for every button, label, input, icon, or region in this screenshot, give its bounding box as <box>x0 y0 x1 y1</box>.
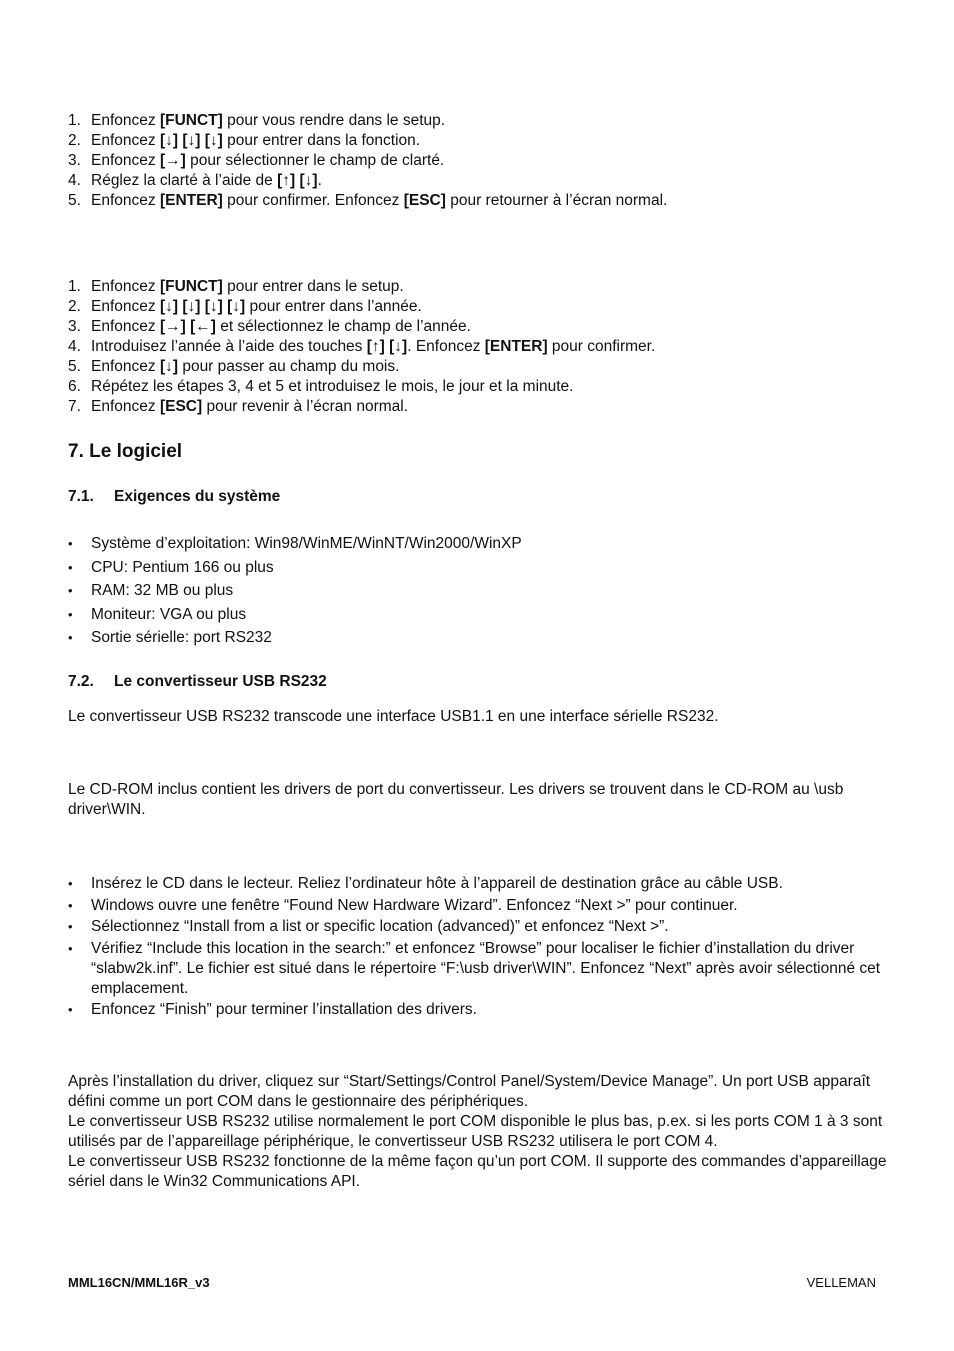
item-text: RAM: 32 MB ou plus <box>91 582 234 599</box>
item-number: 4. <box>68 172 81 189</box>
paragraph: Le convertisseur USB RS232 transcode une interface USB1.1 en une interface sérielle RS232. <box>68 708 719 725</box>
item-number: 2. <box>68 298 81 315</box>
list-item <box>68 917 898 937</box>
list-item <box>68 605 898 629</box>
bullet-icon: • <box>68 897 73 913</box>
bullet-icon: • <box>68 876 73 891</box>
subsection-number: 7.1. <box>68 488 94 505</box>
item-number: 3. <box>68 318 81 335</box>
item-text: Introduisez l’année à l’aide des touches <box>91 338 367 355</box>
item-text: Réglez la clarté à l’aide de <box>91 172 278 189</box>
list-item <box>68 534 898 558</box>
item-text: Répétez les étapes 3, 4 et 5 et introduisez le mois, le jour et la minute. <box>91 378 574 395</box>
item-text: Enfoncez <box>91 278 160 295</box>
paragraph-line: Après l’installation du driver, cliquez sur “Start/Settings/Control Panel/System/Device Manage”. Un port USB apparaît défini comme un port COM dans le gestionnaire des périphériques. <box>68 1073 871 1110</box>
item-text: CPU: Pentium 166 ou plus <box>91 558 274 576</box>
list-item <box>68 939 898 999</box>
item-number: 2. <box>68 132 81 149</box>
list-item <box>68 297 898 317</box>
subsection-heading <box>68 673 327 691</box>
subsection-number: 7.2. <box>68 673 94 690</box>
bullet-icon: • <box>68 583 73 598</box>
item-text: Enfoncez <box>91 398 160 415</box>
bullet-icon: • <box>68 630 73 645</box>
item-text: et sélectionnez le champ de l’année. <box>215 318 471 335</box>
item-text: . Enfoncez <box>407 338 485 355</box>
list-item <box>68 191 898 211</box>
item-text: Enfoncez <box>91 192 160 209</box>
item-text: Moniteur: VGA ou plus <box>91 605 247 623</box>
brightness-steps-list <box>68 111 898 211</box>
list-item <box>68 874 898 894</box>
item-number: 5. <box>68 358 81 375</box>
key-label: [ENTER] <box>484 338 548 355</box>
item-text: pour sélectionner le champ de clarté. <box>185 152 445 169</box>
item-number: 1. <box>68 112 81 129</box>
item-text: Enfoncez <box>91 298 160 315</box>
item-text: pour vous rendre dans le setup. <box>222 112 446 129</box>
subsection-title: Exigences du système <box>114 488 281 505</box>
bullet-icon: • <box>68 940 73 956</box>
key-label: [ESC] <box>403 192 446 209</box>
bullet-icon: • <box>68 606 73 622</box>
bullet-icon: • <box>68 919 73 934</box>
key-label: [ESC] <box>159 398 203 415</box>
item-text: Windows ouvre une fenêtre “Found New Hardware Wizard”. Enfoncez “Next >” pour continuer. <box>91 896 738 914</box>
year-steps-list <box>68 277 898 417</box>
item-text: Insérez le CD dans le lecteur. Reliez l’ordinateur hôte à l’appareil de destination grâce au câble USB. <box>91 875 783 892</box>
key-label: [FUNCT] <box>159 278 223 295</box>
item-text: Sortie sérielle: port RS232 <box>91 629 272 646</box>
list-item <box>68 317 898 337</box>
subsection-heading <box>68 488 280 506</box>
footer-model: MML16CN/MML16R_v3 <box>68 1275 210 1290</box>
item-text: pour passer au champ du mois. <box>178 358 400 375</box>
item-text: Enfoncez <box>91 358 160 375</box>
bullet-icon: • <box>68 1002 73 1017</box>
key-label: [↓] [↓] [↓] [↓] <box>159 298 246 315</box>
key-label: [→] <box>159 152 186 169</box>
item-text: Système d’exploitation: Win98/WinME/WinNT/Win2000/WinXP <box>91 535 522 552</box>
list-item <box>68 131 898 151</box>
key-label: [↑] [↓] <box>277 172 318 189</box>
item-text: pour entrer dans le setup. <box>222 278 404 295</box>
footer-brand: VELLEMAN <box>806 1275 876 1290</box>
list-item <box>68 337 898 357</box>
list-item <box>68 171 898 191</box>
paragraph-line: Le convertisseur USB RS232 fonctionne de la même façon qu’un port COM. Il supporte des commandes d’appareillage sériel dans le Win32 Communications API. <box>68 1153 887 1190</box>
item-text: . <box>317 172 322 189</box>
item-text: Enfoncez <box>91 132 160 149</box>
subsection-title: Le convertisseur USB RS232 <box>114 673 327 690</box>
key-label: [ENTER] <box>159 192 223 209</box>
paragraph-line: Le convertisseur USB RS232 utilise normalement le port COM disponible le plus bas, p.ex. si les ports COM 1 à 3 sont utilisés par de l’appareillage périphérique, le convertisseur USB RS232 utilisera le port COM 4. <box>68 1113 883 1150</box>
key-label: [↓] <box>159 358 179 375</box>
paragraph: Le CD-ROM inclus contient les drivers de port du convertisseur. Les drivers se trouvent dans le CD-ROM au \usb driver\WIN. <box>68 781 844 818</box>
list-item <box>68 1000 898 1020</box>
item-text: pour confirmer. Enfoncez <box>222 192 404 209</box>
item-text: Enfoncez “Finish” pour terminer l’installation des drivers. <box>91 1001 477 1018</box>
item-text: pour retourner à l’écran normal. <box>445 192 668 209</box>
section-heading: 7. Le logiciel <box>68 441 183 462</box>
item-text: pour entrer dans la fonction. <box>222 132 421 149</box>
list-item <box>68 581 898 605</box>
install-steps-list <box>68 874 898 1020</box>
list-item <box>68 151 898 171</box>
item-text: pour revenir à l’écran normal. <box>202 398 409 415</box>
item-number: 6. <box>68 378 81 395</box>
item-number: 5. <box>68 192 81 209</box>
item-text: Enfoncez <box>91 318 160 335</box>
list-item <box>68 558 898 582</box>
list-item <box>68 357 898 377</box>
list-item <box>68 896 898 916</box>
paragraph <box>68 1072 898 1192</box>
item-text: pour confirmer. <box>547 338 656 355</box>
list-item <box>68 397 898 417</box>
list-item <box>68 111 898 131</box>
key-label: [↑] [↓] <box>366 338 408 355</box>
bullet-icon: • <box>68 559 73 575</box>
key-label: [FUNCT] <box>159 112 223 129</box>
item-number: 3. <box>68 152 81 169</box>
item-text: Vérifiez “Include this location in the search:” et enfoncez “Browse” pour localiser le fichier d’installation du driver “slabw2k.inf”. Le fichier est situé dans le répertoire “F:\usb driver\WIN”. Enfoncez “Next” après avoir sélectionné cet emplacement. <box>91 939 881 997</box>
list-item <box>68 628 898 652</box>
requirements-list <box>68 534 898 652</box>
item-number: 1. <box>68 278 81 295</box>
list-item <box>68 377 898 397</box>
key-label: [↓] [↓] [↓] <box>159 132 223 149</box>
item-text: Sélectionnez “Install from a list or specific location (advanced)” et enfoncez “Next >”. <box>91 918 669 935</box>
list-item <box>68 277 898 297</box>
item-number: 7. <box>68 398 81 415</box>
item-text: Enfoncez <box>91 152 160 169</box>
bullet-icon: • <box>68 536 73 551</box>
item-text: pour entrer dans l’année. <box>245 298 422 315</box>
key-label: [→] [←] <box>159 318 216 335</box>
item-number: 4. <box>68 338 81 355</box>
item-text: Enfoncez <box>91 112 160 129</box>
